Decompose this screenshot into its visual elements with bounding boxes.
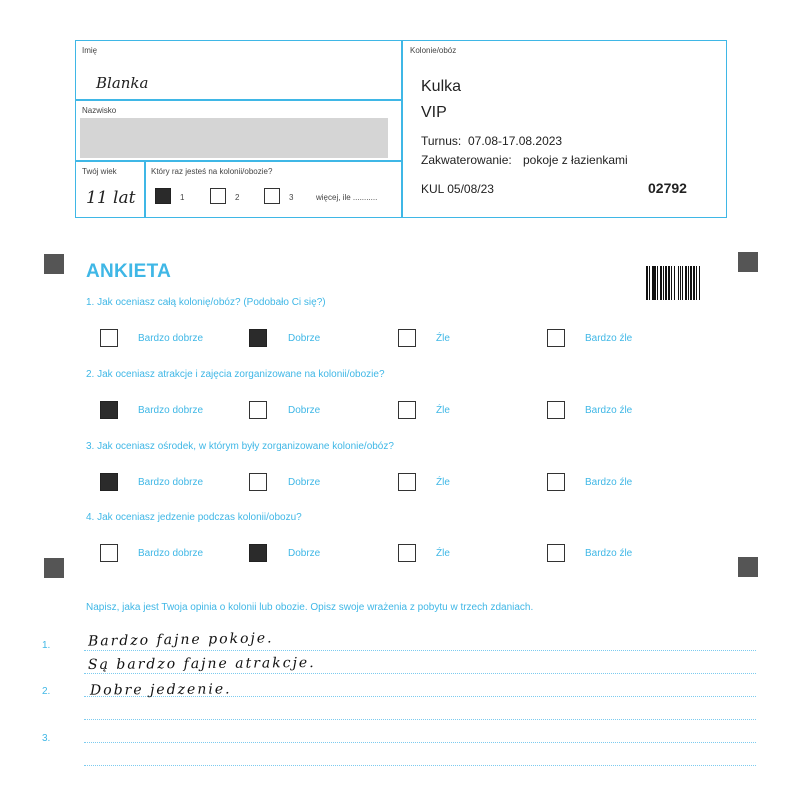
question-2-option-1-label: Bardzo dobrze [138,405,204,416]
header-divider-age [144,160,146,218]
question-4-option-1-checkbox[interactable] [100,544,118,562]
visit-more-label: więcej, ile ........... [316,193,378,202]
surname-label: Nazwisko [82,106,117,115]
camp-type: VIP [421,104,447,121]
surname-redacted-field[interactable] [80,118,388,158]
question-4-option-4-label: Bardzo źle [585,548,633,559]
turnus-label: Turnus: [421,134,462,148]
question-1-option-3-label: Źle [436,333,450,344]
answer-text-1: Bardzo fajne pokoje. [87,630,274,650]
question-1-option-3-checkbox[interactable] [398,329,416,347]
question-2-option-1-checkbox[interactable] [100,401,118,419]
question-4-option-2-checkbox[interactable] [249,544,267,562]
visit-option-label-2: 2 [235,193,240,202]
age-value[interactable]: 11 lat [86,188,136,208]
first-name-label: Imię [82,46,98,55]
question-3-option-3-label: Źle [436,477,450,488]
age-label: Twój wiek [82,167,117,176]
question-4-option-1-label: Bardzo dobrze [138,548,204,559]
question-1-option-1-label: Bardzo dobrze [138,333,204,344]
question-2-text: 2. Jak oceniasz atrakcje i zajęcia zorganizowane na kolonii/obozie? [86,369,385,380]
question-1-option-2-label: Dobrze [288,333,321,344]
visit-checkbox-1[interactable] [155,188,171,204]
line-number-3: 3. [42,733,51,744]
question-1-option-4-label: Bardzo źle [585,333,633,344]
accommodation-value: pokoje z łazienkami [523,153,628,167]
question-3-option-2-checkbox[interactable] [249,473,267,491]
question-4-text: 4. Jak oceniasz jedzenie podczas kolonii/obozu? [86,512,302,523]
answer-line[interactable] [84,742,756,743]
barcode [646,266,700,300]
answer-text-3: Dobre jedzenie. [89,681,232,699]
question-4-option-4-checkbox[interactable] [547,544,565,562]
question-3-option-3-checkbox[interactable] [398,473,416,491]
opinion-prompt: Napisz, jaka jest Twoja opinia o kolonii lub obozie. Opisz swoje wrażenia z pobytu w trzech zdaniach. [86,602,534,613]
question-1-option-4-checkbox[interactable] [547,329,565,347]
question-1-option-2-checkbox[interactable] [249,329,267,347]
scan-marker-bottom-left [44,558,64,578]
accommodation-label: Zakwaterowanie: [421,153,512,167]
header-divider-vertical [401,40,403,218]
question-3-option-4-label: Bardzo źle [585,477,633,488]
question-1-option-1-checkbox[interactable] [100,329,118,347]
visit-checkbox-2[interactable] [210,188,226,204]
answer-line[interactable] [84,719,756,720]
scan-marker-top-left [44,254,64,274]
camp-label: Kolonie/obóz [410,46,457,55]
question-4-option-2-label: Dobrze [288,548,321,559]
question-4-option-3-label: Źle [436,548,450,559]
question-2-option-4-checkbox[interactable] [547,401,565,419]
question-3-option-1-label: Bardzo dobrze [138,477,204,488]
header-divider-name [75,99,402,101]
visit-label: Który raz jesteś na kolonii/obozie? [151,167,273,176]
visit-option-label-1: 1 [180,193,185,202]
header-divider-surname [75,160,402,162]
question-1-text: 1. Jak oceniasz całą kolonię/obóz? (Podobało Ci się?) [86,297,326,308]
question-2-option-2-checkbox[interactable] [249,401,267,419]
answer-line[interactable] [84,765,756,766]
question-3-option-4-checkbox[interactable] [547,473,565,491]
question-3-option-1-checkbox[interactable] [100,473,118,491]
camp-name: Kulka [421,78,462,95]
scan-marker-bottom-right [738,557,758,577]
answer-line[interactable] [84,673,756,674]
form-number: 02792 [648,180,687,196]
line-number-2: 2. [42,686,51,697]
question-4-option-3-checkbox[interactable] [398,544,416,562]
line-number-1: 1. [42,640,51,651]
question-2-option-3-checkbox[interactable] [398,401,416,419]
first-name-value[interactable]: Blanka [96,74,149,92]
turnus-value: 07.08-17.08.2023 [468,134,563,148]
answer-text-2: Są bardzo fajne atrakcje. [87,655,316,673]
question-2-option-4-label: Bardzo źle [585,405,633,416]
camp-code: KUL 05/08/23 [421,182,494,196]
visit-checkbox-3[interactable] [264,188,280,204]
question-3-text: 3. Jak oceniasz ośrodek, w którym były zorganizowane kolonie/obóz? [86,441,394,452]
question-2-option-3-label: Źle [436,405,450,416]
scan-marker-top-right [738,252,758,272]
question-2-option-2-label: Dobrze [288,405,321,416]
visit-option-label-3: 3 [289,193,294,202]
answer-line[interactable] [84,650,756,651]
survey-title: ANKIETA [86,261,172,282]
question-3-option-2-label: Dobrze [288,477,321,488]
